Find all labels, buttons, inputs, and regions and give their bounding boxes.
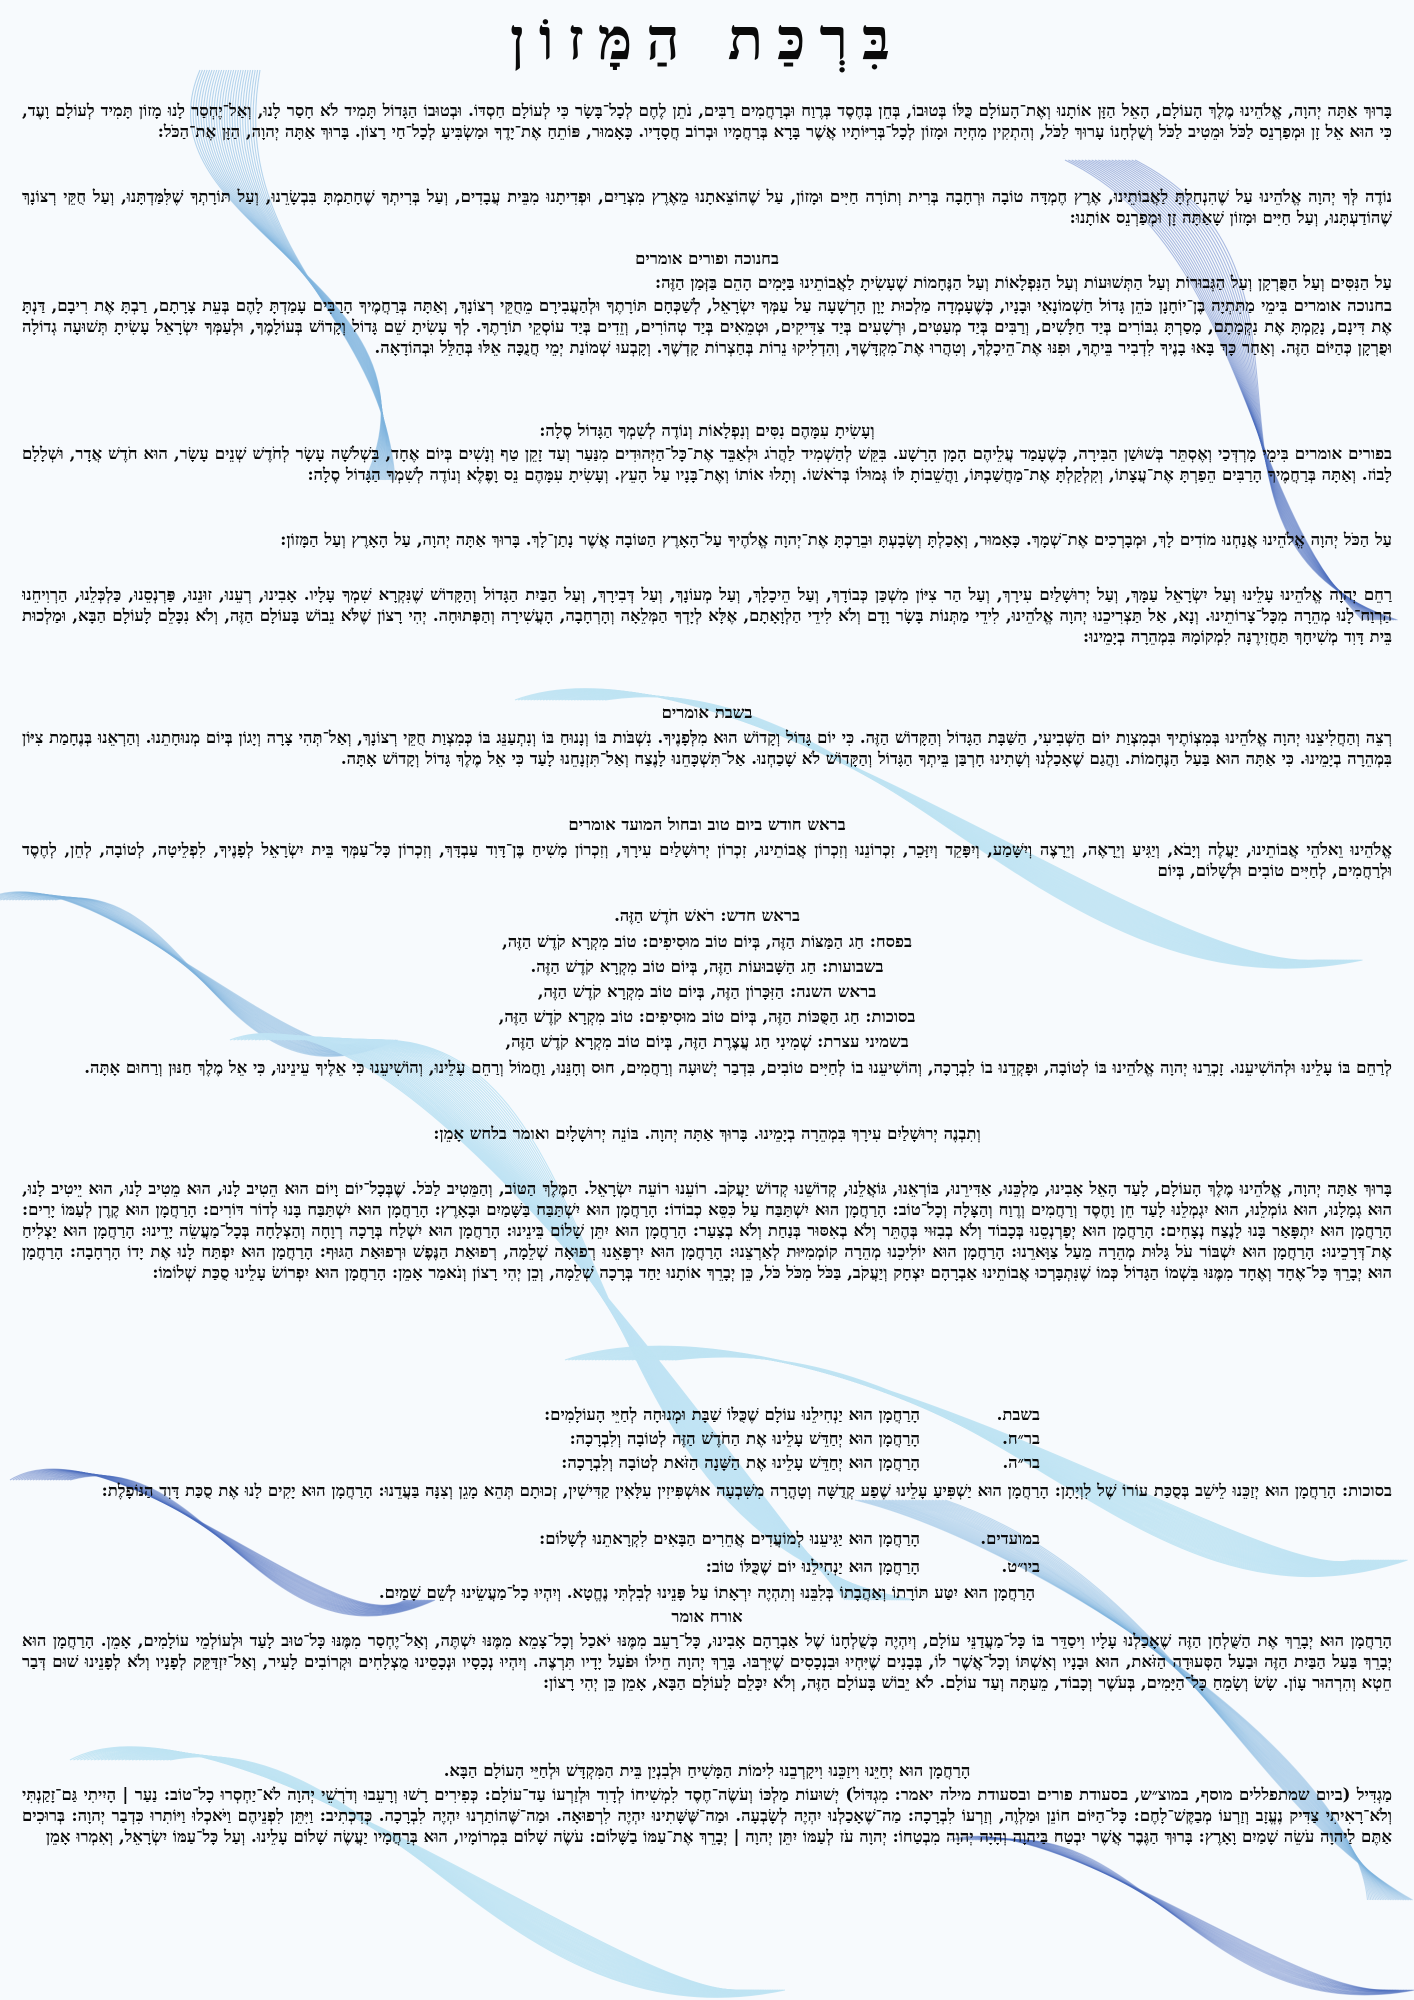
paragraph-hatov-vehametiv: בָּרוּךְ אַתָּה יְהוָה, אֱלֹהֵינוּ מֶלֶךְ הָעוֹלָם, לָעַד הָאֵל אָבִינוּ, מַלְכֵּנוּ, אַדִּירֵנוּ, בּוֹרְאֵנוּ, גּוֹאֲלֵנוּ, קְדוֹשֵׁנוּ קְדוֹשׁ יַעֲקֹב. רוֹעֵנוּ רוֹעֵה יִשְׂרָאֵל. הַמֶּלֶךְ הַטּוֹב, וְהַמֵּטִיב לַכֹּל. שֶׁבְּכָל־יוֹם וָיוֹם הוּא הֵטִיב לָנוּ, הוּא מֵטִיב לָנוּ, הוּא יֵיטִיב לָנוּ, הוּא גְמָלָנוּ, הוּא גוֹמְלֵנוּ, הוּא יִגְמְלֵנוּ לָעַד חֵן וָחֶסֶד וְרַחֲמִים וְרֶוַח וְהַצָּלָה וְכָל־טוֹב: הָרַחֲמָן הוּא יִשְׁתַּבַּח עַל כִּסֵּא כְבוֹדוֹ: הָרַחֲמָן הוּא יִשְׁתַּבַּח בַּשָּׁמַיִם וּבָאָרֶץ: הָרַחֲמָן הוּא יִשְׁתַּבַּח בָּנוּ לְדוֹר דּוֹרִים: הָרַחֲמָן הוּא קֶרֶן לְעַמּוֹ יָרִים: הָרַחֲמָן הוּא יִתְפָּאַר בָּנוּ לָנֶצַח נְצָחִים: הָרַחֲמָן הוּא יְפַרְנְסֵנוּ בְּכָבוֹד וְלֹא בְבִזּוּי בְּהֶתֵּר וְלֹא בְאִסּוּר בְּנַחַת וְלֹא בְצַעַר: הָרַחֲמָן הוּא יִתֵּן שָׁלוֹם בֵּינֵינוּ: הָרַחֲמָן הוּא יִשְׁלַח בְּרָכָה רְוָחָה וְהַצְלָחָה בְּכָל־מַעֲשֵׂה יָדֵינוּ: הָרַחֲמָן הוּא יַצְלִיחַ אֶת־דְּרָכֵינוּ: הָרַחֲמָן הוּא יִשְׁבּוֹר עֹל גָּלוּת מְהֵרָה מֵעַל צַוָּארֵנוּ: הָרַחֲמָן הוּא יוֹלִיכֵנוּ מְהֵרָה קוֹמְמִיּוּת לְאַרְצֵנוּ: הָרַחֲמָן הוּא יִרְפָּאֵנוּ רְפוּאָה שְׁלֵמָה, רְפוּאַת הַנֶּפֶשׁ וּרְפוּאַת הַגּוּף: הָרַחֲמָן הוּא יִפְתַּח לָנוּ אֶת יָדוֹ הָרְחָבָה: הָרַחֲמָן הוּא יְבָרֵךְ כָּל־אֶחָד וְאֶחָד מִמֶּנּוּ בִּשְׁמוֹ הַגָּדוֹל כְּמוֹ שֶׁנִּתְבָּרְכוּ אֲבוֹתֵינוּ אַבְרָהָם יִצְחָק וְיַעֲקֹב, בַּכֹּל מִכֹּל כֹּל, כֵּן יְבָרֵךְ אוֹתָנוּ יַחַד בְּרָכָה שְׁלֵמָה, וְכֵן יְהִי רָצוֹן וְנֹאמַר אָמֵן: הָרַחֲמָן הוּא יִפְרוֹשׂ עָלֵינוּ סֻכַּת שְׁלוֹמוֹ: bbox=[22, 1179, 1392, 1282]
harachaman-row bbox=[40, 1528, 1040, 1549]
harachaman-row bbox=[40, 1556, 1040, 1577]
row-label: במועדים. bbox=[980, 1529, 1040, 1548]
row-text: הָרַחֲמָן הוּא יַגִּיעֵנוּ לְמוֹעֲדִים אֲחֵרִים הַבָּאִים לִקְרָאתֵנוּ לְשָׁלוֹם: bbox=[539, 1529, 920, 1548]
holiday-line: בשבועות: חַג הַשָּׁבוּעוֹת הַזֶּה, בְּיוֹם טוֹב מִקְרָא קֹדֶשׁ הַזֶּה. bbox=[530, 957, 884, 976]
holiday-line: בשמיני עצרת: שְׁמִינִי חַג עֲצֶרֶת הַזֶּה, בְּיוֹם טוֹב מִקְרָא קֹדֶשׁ הַזֶּה, bbox=[505, 1032, 909, 1051]
torah-line: הָרַחֲמָן הוּא יִטַּע תּוֹרָתוֹ וְאַהֲבָתוֹ בְּלִבֵּנוּ וְתִהְיֶה יִרְאָתוֹ עַל פָּנֵינוּ לְבִלְתִּי נֶחֱטָא. וְיִהְיוּ כָל־מַעֲשֵׂינוּ לְשֵׁם שָׁמַיִם. bbox=[378, 1583, 1036, 1602]
paragraph-chanukah: בחנוכה אומרים בִּימֵי מַתִּתְיָה בֶּן־יוֹחָנָן כֹּהֵן גָּדוֹל חַשְׁמוֹנָאִי וּבָנָיו, כְּשֶׁעָמְדָה מַלְכוּת יָוָן הָרְשָׁעָה עַל עַמְּךָ יִשְׂרָאֵל, לְשַׁכְּחָם תּוֹרָתֶךָ וּלְהַעֲבִירָם מֵחֻקֵּי רְצוֹנָךְ, וְאַתָּה בְּרַחֲמֶיךָ הָרַבִּים עָמַדְתָּ לָהֶם בְּעֵת צָרָתָם, רַבְתָּ אֶת רִיבָם, דַּנְתָּ אֶת דִּינָם, נָקַמְתָּ אֶת נִקְמָתָם, מָסַרְתָּ גִבּוֹרִים בְּיַד חַלָּשִׁים, וְרַבִּים בְּיַד מְעַטִּים, וּרְשָׁעִים בְּיַד צַדִּיקִים, וּטְמֵאִים בְּיַד טְהוֹרִים, וְזֵדִים בְּיַד עוֹסְקֵי תוֹרָתֶךָ. לְךָ עָשִׂיתָ שֵׁם גָּדוֹל וְקָדוֹשׁ בְּעוֹלָמֶךָ, וּלְעַמְּךָ יִשְׂרָאֵל עָשִׂיתָ תְּשׁוּעָה גְדוֹלָה וּפֻרְקָן כְּהַיּוֹם הַזֶּה. וְאַחַר כָּךְ בָּאוּ בָנֶיךָ לִדְבִיר בֵּיתֶךָ, וּפִנּוּ אֶת־הֵיכָלֶךָ, וְטִהֲרוּ אֶת־מִקְדָּשֶׁךָ, וְהִדְלִיקוּ נֵרוֹת בְּחַצְרוֹת קָדְשֶׁךָ. וְקָבְעוּ שְׁמוֹנַת יְמֵי חֲנֻכָּה אֵלּוּ בְּהַלֵּל וּבְהוֹדָאָה. bbox=[22, 296, 1392, 357]
holiday-line: בפסח: חַג הַמַּצּוֹת הַזֶּה, בְּיוֹם טוֹב מוּסִיפִים: טוֹב מִקְרָא קֹדֶשׁ הַזֶּה, bbox=[502, 932, 912, 951]
rosh-chodesh-line: בראש חדש: רֹאשׁ חֹדֶשׁ הַזֶּה. bbox=[614, 906, 800, 925]
paragraph-sukkot: בסוכות: הָרַחֲמָן הוּא יְזַכֵּנוּ לֵישֵׁב בְּסֻכַּת עוֹרוֹ שֶׁל לִוְיָתָן: הָרַחֲמָן הוּא יַשְׁפִּיעַ עָלֵינוּ שֶׁפַע קְדֻשָּׁה וְטָהֳרָה מִשִּׁבְעָה אוּשְׁפִּיזִין עִלָּאִין קַדִּישִׁין, זְכוּתָם תְּהֵא מָגֵן וְצִנָּה בַּעֲדֵנוּ: הָרַחֲמָן הוּא יָקִים לָנוּ אֶת סֻכַּת דָּוִד הַנּוֹפָלֶת: bbox=[101, 1481, 1392, 1500]
page-title: בִּרְכַּת הַמָּזוֹן bbox=[510, 5, 904, 73]
harachaman-row bbox=[40, 1428, 1040, 1449]
heading-orech: אורח אומר bbox=[671, 1607, 743, 1626]
row-text: הָרַחֲמָן הוּא יַנְחִילֵנוּ עוֹלָם שֶׁכֻּלּוֹ שַׁבָּת וּמְנוּחָה לְחַיֵּי הָעוֹלָמִים: bbox=[544, 1405, 920, 1424]
paragraph-yaaleh-veyavo: אֱלֹהֵינוּ וֵאלֹהֵי אֲבוֹתֵינוּ, יַעֲלֶה וְיָבֹא, וְיַגִּיעַ וְיֵרָאֶה, וְיֵרָצֶה וְיִשָּׁמַע, וְיִפָּקֵד וְיִזָּכֵר, זִכְרוֹנֵנוּ וְזִכְרוֹן אֲבוֹתֵינוּ, זִכְרוֹן יְרוּשָׁלַיִם עִירָךְ, וְזִכְרוֹן מָשִׁיחַ בֶּן־דָּוִד עַבְדָּךְ, וְזִכְרוֹן כָּל־עַמְּךָ בֵּית יִשְׂרָאֵל לְפָנֶיךָ, לִפְלֵיטָה, לְטוֹבָה, לְחֵן, לְחֶסֶד וּלְרַחֲמִים, לְחַיִּים טוֹבִים וּלְשָׁלוֹם, בְּיוֹם bbox=[22, 840, 1392, 880]
holiday-line: בסוכות: חַג הַסֻּכּוֹת הַזֶּה, בְּיוֹם טוֹב מוּסִיפִים: טוֹב מִקְרָא קֹדֶשׁ הַזֶּה, bbox=[498, 1007, 916, 1026]
row-text: הָרַחֲמָן הוּא יְחַדֵּשׁ עָלֵינוּ אֶת הַשָּׁנָה הַזֹּאת לְטוֹבָה וְלִבְרָכָה: bbox=[561, 1453, 920, 1472]
holiday-line: בראש השנה: הַזִּכָּרוֹן הַזֶּה, בְּיוֹם טוֹב מִקְרָא קֹדֶשׁ הַזֶּה, bbox=[537, 982, 877, 1001]
paragraph-harachaman-last: הָרַחֲמָן הוּא יְחַיֵּנוּ וִיזַכֵּנוּ וִיקָרְבֵנוּ לִימוֹת הַמָּשִׁיחַ וּלְבִנְיַן בֵּית הַמִּקְדָּשׁ וּלְחַיֵּי הָעוֹלָם הַבָּא. bbox=[443, 1761, 971, 1780]
paragraph-orech: הָרַחֲמָן הוּא יְבָרֵךְ אֶת הַשֻּׁלְחָן הַזֶּה שֶׁאָכַלְנוּ עָלָיו וִיסַדֵּר בּוֹ כָּל־מַעֲדַנֵּי עוֹלָם, וְיִהְיֶה כְּשֻׁלְחָנוֹ שֶׁל אַבְרָהָם אָבִינוּ, כָּל־רָעֵב מִמֶּנּוּ יֹאכַל וְכָל־צָמֵא מִמֶּנּוּ יִשְׁתֶּה, וְאַל־יֶחְסַר מִמֶּנּוּ כָּל־טוּב לָעַד וּלְעוֹלְמֵי עוֹלָמִים, אָמֵן. הָרַחֲמָן הוּא יְבָרֵךְ בַּעַל הַבַּיִת הַזֶּה וּבַעַל הַסְּעוּדָה הַזֹּאת, הוּא וּבָנָיו וְאִשְׁתּוֹ וְכָל־אֲשֶׁר לוֹ, בְּבָנִים שֶׁיִּחְיוּ וּבִנְכָסִים שֶׁיִּרְבּוּ. בָּרֵךְ יְהוָה חֵילוֹ וּפֹעַל יָדָיו תִּרְצֶה. וְיִהְיוּ נְכָסָיו וּנְכָסֵינוּ מֻצְלָחִים וּקְרוֹבִים לָעִיר, וְאַל־יִזְדַּקֵּק לְפָנָיו וְלֹא לְפָנֵינוּ שׁוּם דְּבַר חֵטְא וְהִרְהוּר עָוֹן. שָׂשׂ וְשָׂמֵחַ כָּל־הַיָּמִים, בְּעֹשֶׁר וְכָבוֹד, מֵעַתָּה וְעַד עוֹלָם. לֹא יֵבוֹשׁ בָּעוֹלָם הַזֶּה, וְלֹא יִכָּלֵם לָעוֹלָם הַבָּא, אָמֵן כֵּן יְהִי רָצוֹן: bbox=[22, 1631, 1392, 1692]
paragraph-hazan: בָּרוּךְ אַתָּה יְהוָה, אֱלֹהֵינוּ מֶלֶךְ הָעוֹלָם, הָאֵל הַזָּן אוֹתָנוּ וְאֶת־הָעוֹלָם כֻּלּוֹ בְּטוּבוֹ, בְּחֵן בְּחֶסֶד בְּרֶוַח וּבְרַחֲמִים רַבִּים, נֹתֵן לֶחֶם לְכָל־בָּשָׂר כִּי לְעוֹלָם חַסְדּוֹ. וּבְטוּבוֹ הַגָּדוֹל תָּמִיד לֹא חָסַר לָנוּ, וְאַל־יֶחְסַר לָנוּ מָזוֹן תָּמִיד לְעוֹלָם וָעֶד, כִּי הוּא אֵל זָן וּמְפַרְנֵס לַכֹּל וּמֵטִיב לַכֹּל וְשֻׁלְחָנוֹ עָרוּךְ לַכֹּל, וְהִתְקִין מִחְיָה וּמָזוֹן לְכָל־בְּרִיּוֹתָיו אֲשֶׁר בָּרָא בְּרַחֲמָיו וּבְרוֹב חֲסָדָיו. כָּאָמוּר, פּוֹתֵחַ אֶת־יָדֶךָ וּמַשְׂבִּיעַ לְכָל־חַי רָצוֹן. בָּרוּךְ אַתָּה יְהוָה, הַזָּן אֶת־הַכֹּל: bbox=[22, 101, 1392, 141]
heading-rosh-chodesh: בראש חודש ביום טוב ובחול המועד אומרים bbox=[568, 815, 846, 834]
row-text: הָרַחֲמָן הוּא יַנְחִילֵנוּ יוֹם שֶׁכֻּלּוֹ טוֹב: bbox=[705, 1557, 920, 1576]
harachaman-row bbox=[40, 1404, 1040, 1425]
row-label: בשבת. bbox=[996, 1405, 1040, 1424]
paragraph-chanukah-end: וְעָשִׂיתָ עִמָּהֶם נִסִּים וְנִפְלָאוֹת וְנוֹדֶה לְשִׁמְךָ הַגָּדוֹל סֶלָה: bbox=[539, 421, 875, 440]
paragraph-al-hanisim: עַל הַנִּסִּים וְעַל הַפֻּרְקָן וְעַל הַגְּבוּרוֹת וְעַל הַתְּשׁוּעוֹת וְעַל הַנִּפְלָאוֹת וְעַל הַנֶּחָמוֹת שֶׁעָשִׂיתָ לַאֲבוֹתֵינוּ בַּיָּמִים הָהֵם בַּזְּמַן הַזֶּה: bbox=[655, 273, 1392, 292]
row-label: בר״ח. bbox=[1002, 1429, 1040, 1448]
paragraph-rachem: רַחֵם יְהוָה אֱלֹהֵינוּ עָלֵינוּ וְעַל יִשְׂרָאֵל עַמָּךְ, וְעַל יְרוּשָׁלַיִם עִירָךְ, וְעַל הַר צִיּוֹן מִשְׁכַּן כְּבוֹדָךְ, וְעַל הֵיכָלָךְ, וְעַל מְעוֹנָךְ, וְעַל דְּבִירָךְ, וְעַל הַבַּיִת הַגָּדוֹל וְהַקָּדוֹשׁ שֶׁנִּקְרָא שִׁמְךָ עָלָיו. אָבִינוּ, רְעֵנוּ, זוּנֵנוּ, פַּרְנְסֵנוּ, כַּלְכְּלֵנוּ, הַרְוִיחֵנוּ הַרְוַח־לָנוּ מְהֵרָה מִכָּל־צָרוֹתֵינוּ. וְנָא, אַל תַּצְרִיכֵנוּ יְהוָה אֱלֹהֵינוּ, לִידֵי מַתְּנוֹת בָּשָׂר וָדָם וְלֹא לִידֵי הַלְוָאָתָם, אֶלָּא לְיָדְךָ הַמְּלֵאָה וְהָרְחָבָה, הָעֲשִׁירָה וְהַפְּתוּחָה. יְהִי רָצוֹן שֶׁלֹּא נֵבוֹשׁ בָּעוֹלָם הַזֶּה, וְלֹא נִכָּלֵם לָעוֹלָם הַבָּא, וּמַלְכוּת בֵּית דָּוִד מְשִׁיחָךְ תַּחֲזִירֶנָּה לִמְקוֹמָהּ בִּמְהֵרָה בְיָמֵינוּ: bbox=[22, 585, 1392, 646]
paragraph-purim: בפורים אומרים בִּימֵי מָרְדְּכַי וְאֶסְתֵּר בְּשׁוּשַׁן הַבִּירָה, כְּשֶׁעָמַד עֲלֵיהֶם הָמָן הָרָשָׁע. בִּקֵּשׁ לְהַשְׁמִיד לַהֲרֹג וּלְאַבֵּד אֶת־כָּל־הַיְּהוּדִים מִנַּעַר וְעַד זָקֵן טַף וְנָשִׁים בְּיוֹם אֶחָד, בִּשְׁלֹשָׁה עָשָׂר לְחֹדֶשׁ שְׁנֵים עָשָׂר, הוּא חֹדֶשׁ אֲדָר, וּשְׁלָלָם לָבוֹז. וְאַתָּה בְּרַחֲמֶיךָ הָרַבִּים הֵפַרְתָּ אֶת־עֲצָתוֹ, וְקִלְקַלְתָּ אֶת־מַחֲשַׁבְתּוֹ, וַהֲשֵׁבוֹתָ לּוֹ גְּמוּלוֹ בְּרֹאשׁוֹ. וְתָלוּ אוֹתוֹ וְאֶת־בָּנָיו עַל הָעֵץ. וְעָשִׂיתָ עִמָּהֶם נֵס וָפֶלֶא וְנוֹדֶה לְשִׁמְךָ הַגָּדוֹל סֶלָה: bbox=[22, 444, 1392, 484]
heading-chanukah-purim: בחנוכה ופורים אומרים bbox=[635, 249, 779, 268]
paragraph-migdol: מַגְדִּיל (ביום שמתפללים מוסף, במוצ״ש, בסעודת פורים ובסעודת מילה יאמר: מִגְדּוֹל) יְשׁוּעוֹת מַלְכּוֹ וְעֹשֶׂה־חֶסֶד לִמְשִׁיחוֹ לְדָוִד וּלְזַרְעוֹ עַד־עוֹלָם: כְּפִירִים רָשׁוּ וְרָעֵבוּ וְדֹרְשֵׁי יְהוָה לֹא־יַחְסְרוּ כָל־טוֹב: נַעַר | הָיִיתִי גַּם־זָקַנְתִּי וְלֹא־רָאִיתִי צַדִּיק נֶעֱזָב וְזַרְעוֹ מְבַקֶּשׁ־לָחֶם: כָּל־הַיּוֹם חוֹנֵן וּמַלְוֶה, וְזַרְעוֹ לִבְרָכָה: מַה־שֶׁאָכַלְנוּ יִהְיֶה לְשָׂבְעָה. וּמַה־שֶּׁשָּׁתִינוּ יִהְיֶה לִרְפוּאָה. וּמַה־שֶּׁהוֹתַרְנוּ יִהְיֶה לִבְרָכָה. כְּדִכְתִיב: וַיִּתֵּן לִפְנֵיהֶם וַיֹּאכְלוּ וַיּוֹתִרוּ כִּדְבַר יְהוָה: בְּרוּכִים אַתֶּם לַיהוָה עֹשֵׂה שָׁמַיִם וָאָרֶץ: בָּרוּךְ הַגֶּבֶר אֲשֶׁר יִבְטַח בַּיהוָה וְהָיָה יְהוָה מִבְטַחוֹ: יְהוָה עֹז לְעַמּוֹ יִתֵּן יְהוָה | יְבָרֵךְ אֶת־עַמּוֹ בַשָּׁלוֹם: עֹשֶׂה שָׁלוֹם בִּמְרוֹמָיו, הוּא בְּרַחֲמָיו יַעֲשֶׂה שָׁלוֹם עָלֵינוּ. וְעַל כָּל־עַמּוֹ יִשְׂרָאֵל, וְאִמְרוּ אָמֵן bbox=[22, 1785, 1392, 1846]
row-text: הָרַחֲמָן הוּא יְחַדֵּשׁ עָלֵינוּ אֶת הַחֹדֶשׁ הַזֶּה לְטוֹבָה וְלִבְרָכָה: bbox=[569, 1429, 920, 1448]
heading-shabbat: בשבת אומרים bbox=[661, 703, 753, 722]
row-label: ביו״ט. bbox=[1001, 1557, 1040, 1576]
paragraph-lerachem: לְרַחֵם בּוֹ עָלֵינוּ וּלְהוֹשִׁיעֵנוּ. זָכְרֵנוּ יְהוָה אֱלֹהֵינוּ בּוֹ לְטוֹבָה, וּפָקְדֵנוּ בוֹ לִבְרָכָה, וְהוֹשִׁיעֵנוּ בוֹ לְחַיִּים טוֹבִים, בִּדְבַר יְשׁוּעָה וְרַחֲמִים, חוּס וְחָנֵּנוּ, וַחֲמוֹל וְרַחֵם עָלֵינוּ, וְהוֹשִׁיעֵנוּ כִּי אֵלֶיךָ עֵינֵינוּ, כִּי אֵל מֶלֶךְ חַנּוּן וְרַחוּם אָתָּה. bbox=[84, 1058, 1392, 1077]
row-label: בר״ה. bbox=[1002, 1453, 1040, 1472]
paragraph-retzei: רְצֵה וְהַחֲלִיצֵנוּ יְהוָה אֱלֹהֵינוּ בְּמִצְוֹתֶיךָ וּבְמִצְוַת יוֹם הַשְּׁבִיעִי, הַשַּׁבָּת הַגָּדוֹל וְהַקָּדוֹשׁ הַזֶּה. כִּי יוֹם גָּדוֹל וְקָדוֹשׁ הוּא מִלְּפָנֶיךָ. נִשְׁבֹּות בּוֹ וְנָנוּחַ בּוֹ וְנִתְעַנֵּג בּוֹ כְּמִצְוַת חֻקֵּי רְצוֹנָךְ, וְאַל־תְּהִי צָרָה וְיָגוֹן בְּיוֹם מְנוּחָתֵנוּ. וְהַרְאֵנוּ בְּנֶחָמַת צִיּוֹן בִּמְהֵרָה בְיָמֵינוּ. כִּי אַתָּה הוּא בַּעַל הַנֶּחָמוֹת. וַהֲגַם שֶׁאָכַלְנוּ וְשָׁתִינוּ חָרְבַּן בֵּיתְךָ הַגָּדוֹל וְהַקָּדוֹשׁ לֹא שָׁכַחְנוּ. אַל־תִּשְׁכָּחֵנוּ לָנֶצַח וְאַל־תִּזְנָחֵנוּ לָעַד כִּי אֵל מֶלֶךְ גָּדוֹל וְקָדוֹשׁ אָתָּה. bbox=[22, 728, 1392, 768]
paragraph-tivneh: וְתִבְנֶה יְרוּשָׁלַיִם עִירָךְ בִּמְהֵרָה בְיָמֵינוּ. בָּרוּךְ אַתָּה יְהוָה. בּוֹנֵה יְרוּשָׁלָיִם ואומר בלחש אָמֵן: bbox=[433, 1124, 981, 1143]
paragraph-nodeh: נוֹדֶה לְּךָ יְהוָה אֱלֹהֵינוּ עַל שֶׁהִנְחַלְתָּ לַאֲבוֹתֵינוּ, אֶרֶץ חֶמְדָּה טוֹבָה וּרְחָבָה בְּרִית וְתוֹרָה חַיִּים וּמָזוֹן, עַל שֶׁהוֹצֵאתָנוּ מֵאֶרֶץ מִצְרַיִם, וּפְדִיתָנוּ מִבֵּית עֲבָדִים, וְעַל בְּרִיתְךָ שֶׁחָתַמְתָּ בִּבְשָׂרֵנוּ, וְעַל תּוֹרָתְךָ שֶׁלִּמַּדְתָּנוּ, וְעַל חֻקֵּי רְצוֹנָךְ שֶׁהוֹדַעְתָּנוּ, וְעַל חַיִּים וּמָזוֹן שָׁאַתָּה זָן וּמְפַרְנֵס אוֹתָנוּ: bbox=[22, 187, 1392, 227]
paragraph-al-hakol: עַל הַכֹּל יְהוָה אֱלֹהֵינוּ אֲנַחְנוּ מוֹדִים לָךְ, וּמְבָרְכִים אֶת־שְׁמָךְ. כָּאָמוּר, וְאָכַלְתָּ וְשָׂבָעְתָּ וּבֵרַכְתָּ אֶת־יְהוָה אֱלֹהֶיךָ עַל־הָאָרֶץ הַטּוֹבָה אֲשֶׁר נָתַן־לָךְ. בָּרוּךְ אַתָּה יְהוָה, עַל הָאָרֶץ וְעַל הַמָּזוֹן: bbox=[280, 530, 1392, 549]
harachaman-row bbox=[40, 1452, 1040, 1473]
